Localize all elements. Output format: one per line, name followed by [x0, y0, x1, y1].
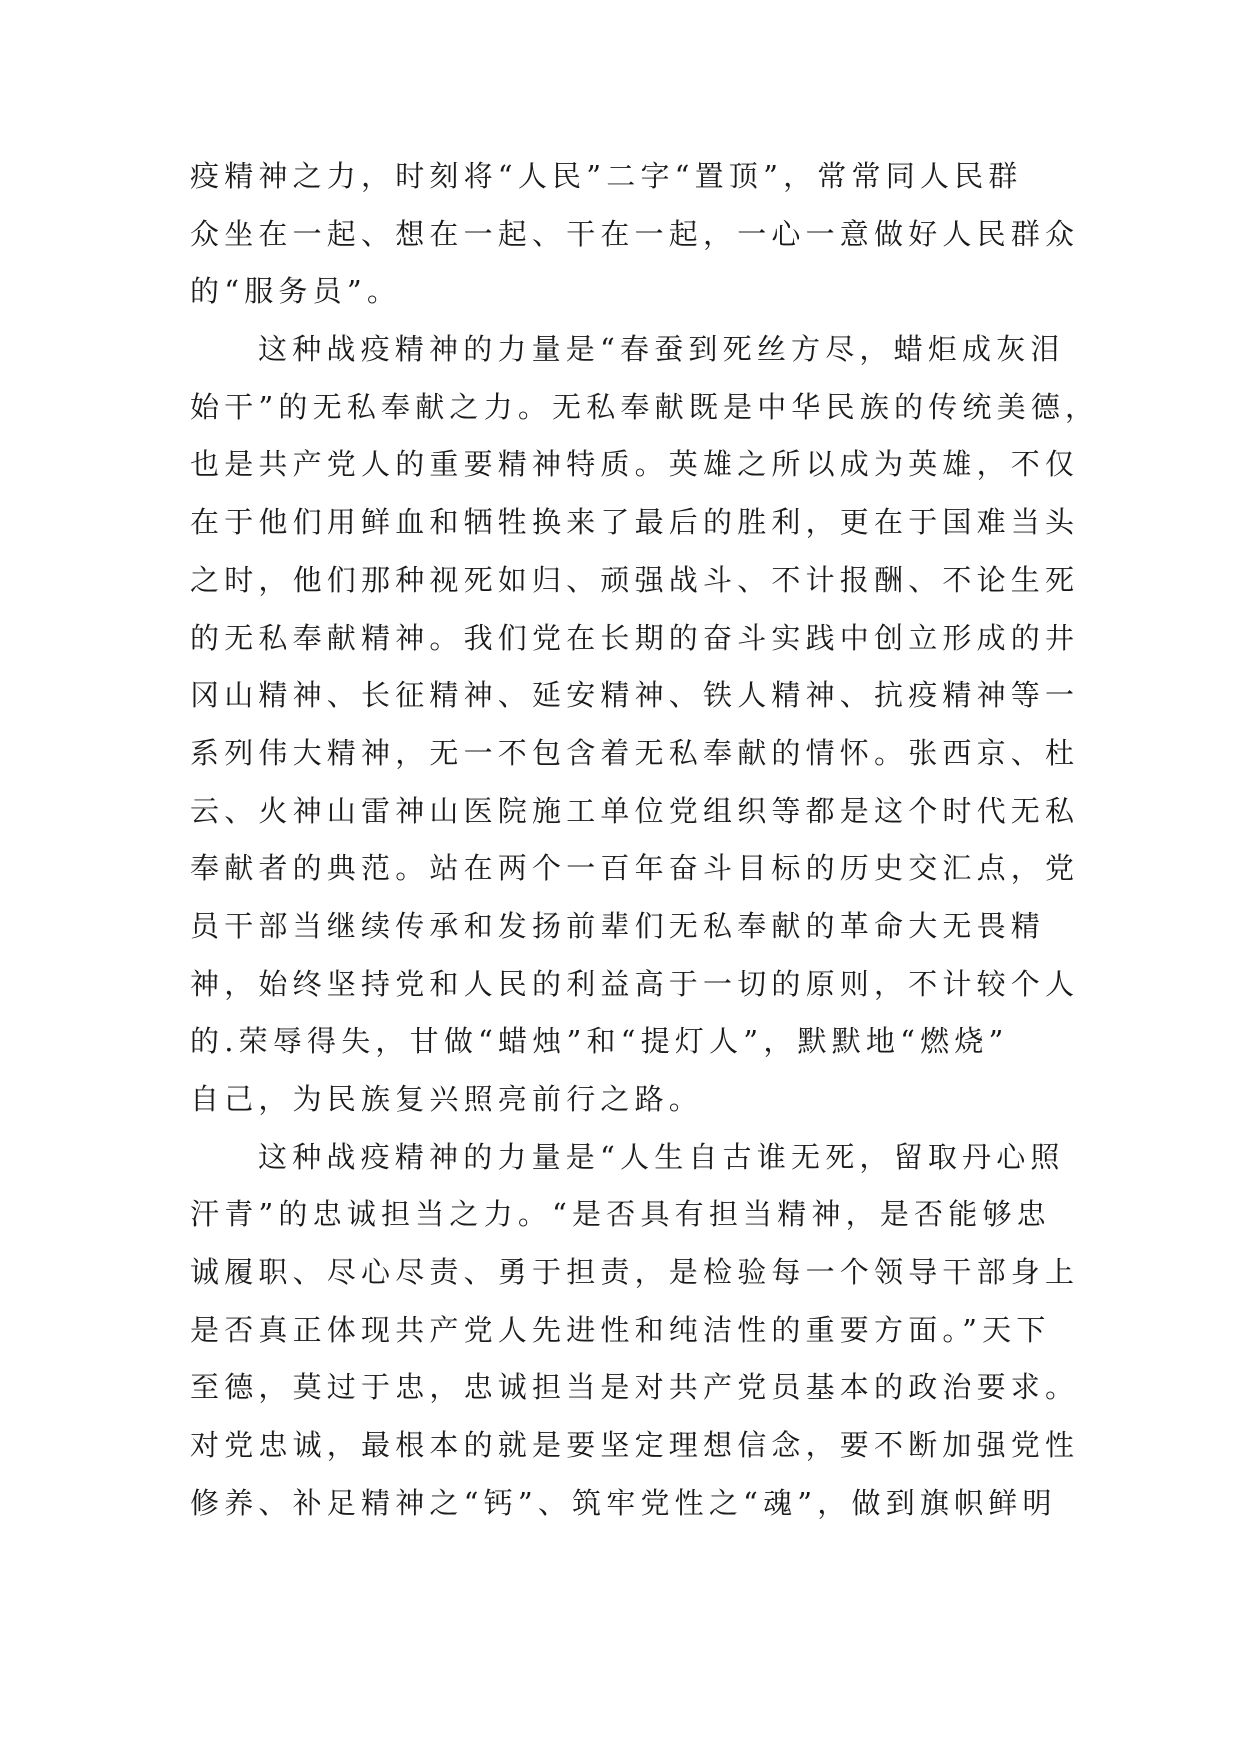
- text-line: 疫精神之力，时刻将“人民”二字“置顶”，常常同人民群: [190, 159, 1023, 193]
- text-line: 云、火神山雷神山医院施工单位党组织等都是这个时代无私: [190, 793, 1080, 828]
- text-line: 员干部当继续传承和发扬前辈们无私奉献的革命大无畏精: [190, 908, 1046, 943]
- text-line: 的“服务员”。: [190, 274, 402, 309]
- text-line: 始干”的无私奉献之力。无私奉献既是中华民族的传统美德，: [190, 389, 1100, 424]
- text-line: 这种战疫精神的力量是“春蚕到死丝方尽，蜡炬成灰泪: [258, 332, 1065, 367]
- paragraph-3: [190, 1129, 1080, 1533]
- text-line: 汗青”的忠诚担当之力。“是否具有担当精神，是否能够忠: [190, 1197, 1051, 1232]
- text-line: 这种战疫精神的力量是“人生自古谁无死，留取丹心照: [258, 1139, 1065, 1174]
- text-line: 自己，为民族复兴照亮前行之路。: [190, 1082, 704, 1116]
- text-line: 之时，他们那种视死如归、顽强战斗、不计报酬、不论生死: [190, 562, 1080, 597]
- text-line: 的.荣辱得失，甘做“蜡烛”和“提灯人”，默默地“燃烧”: [190, 1024, 1009, 1059]
- text-line: 的无私奉献精神。我们党在长期的奋斗实践中创立形成的井: [190, 620, 1080, 655]
- paragraph-1: [190, 148, 1080, 321]
- text-line: 是否真正体现共产党人先进性和纯洁性的重要方面。”天下: [190, 1312, 1051, 1347]
- text-line: 至德，莫过于忠，忠诚担当是对共产党员基本的政治要求。: [190, 1370, 1080, 1405]
- text-line: 在于他们用鲜血和牺牲换来了最后的胜利，更在于国难当头: [190, 505, 1080, 540]
- text-line: 对党忠诚，最根本的就是要坚定理想信念，要不断加强党性: [190, 1428, 1080, 1463]
- text-line: 也是共产党人的重要精神特质。英雄之所以成为英雄，不仅: [190, 447, 1080, 482]
- text-line: 冈山精神、长征精神、延安精神、铁人精神、抗疫精神等一: [190, 678, 1080, 713]
- body-text: [190, 148, 1100, 1533]
- text-line: 神，始终坚持党和人民的利益高于一切的原则，不计较个人: [190, 966, 1080, 1001]
- text-line: 众坐在一起、想在一起、干在一起，一心一意做好人民群众: [190, 216, 1080, 251]
- paragraph-2: [190, 321, 1100, 1129]
- text-line: 系列伟大精神，无一不包含着无私奉献的情怀。张西京、杜: [190, 735, 1080, 770]
- text-line: 诚履职、尽心尽责、勇于担责，是检验每一个领导干部身上: [190, 1255, 1080, 1290]
- text-line: 奉献者的典范。站在两个一百年奋斗目标的历史交汇点，党: [190, 851, 1080, 886]
- text-line: 修养、补足精神之“钙”、筑牢党性之“魂”，做到旗帜鲜明: [190, 1485, 1057, 1520]
